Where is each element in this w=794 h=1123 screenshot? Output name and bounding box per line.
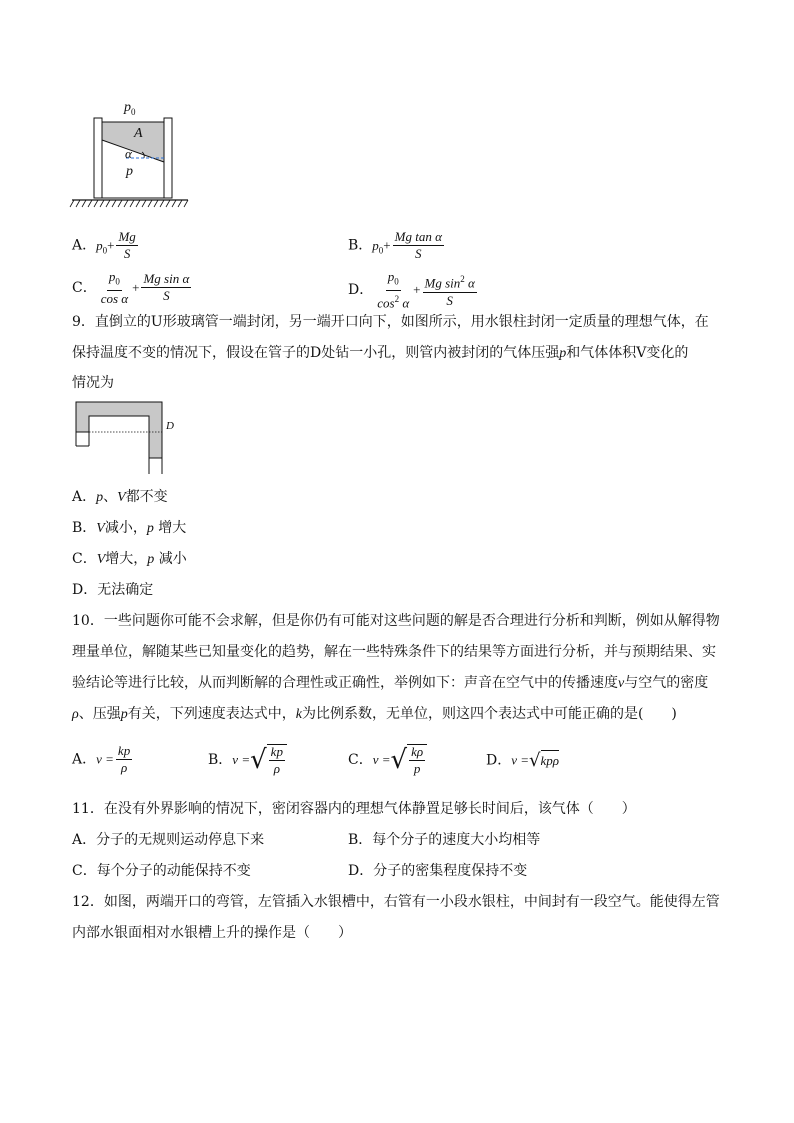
q11-option-a[interactable]: A．分子的无规则运动停息下来 [72,832,265,848]
q8-a-p0: $p_0$ [96,237,108,256]
plus: + [107,237,115,253]
q9-line-3: 情况为 [72,375,114,391]
q8-option-c[interactable] [72,270,193,306]
q10-line-2: 理量单位，解随某些已知量变化的趋势，解在一些特殊条件下的结果等方面进行分析，并与预期结果、实 [72,644,716,660]
q10-option-a[interactable] [72,744,134,775]
q8-d-fraction: $\frac{Mg \sin^2 \alpha}{S}$ [424,274,475,308]
option-label: C． [72,279,97,296]
option-label: D． [486,752,512,769]
q10-a-fraction: $\frac{kp}{\rho}$ [117,743,131,775]
q9-option-a[interactable]: A．p、V都不变 [72,489,168,505]
q8-option-b[interactable] [348,230,446,261]
q10-line-3: 验结论等进行比较，从而判断解的合理性或正确性，举例如下：声音在空气中的传播速度v与空气的密度 [72,675,709,691]
figure-cylinder-piston [66,100,196,212]
q11-stem: 11．在没有外界影响的情况下，密闭容器内的理想气体静置足够长时间后，该气体（ ） [72,801,636,817]
label-A: A [134,126,143,141]
q10-option-b[interactable] [208,744,287,776]
q10-option-c[interactable] [348,744,427,776]
q8-a-fraction: $\frac{Mg}{S}$ [118,229,136,261]
option-label: C． [348,752,373,768]
q10-d-sqrt: √ kpρ [529,749,560,771]
q8-d-first-fraction: $\frac{p_0}{\cos^2 \alpha}$ [377,269,410,310]
label-alpha: α [125,146,132,161]
plus: + [383,237,391,253]
q11-option-d[interactable]: D．分子的密集程度保持不变 [348,863,528,879]
q10-c-sqrt: √ $\frac{k\rho}{p}$ [391,744,428,776]
figure-u-tube [72,400,182,476]
q8-c-fraction: $\frac{\text{Mg sin α}}{S}$ [143,271,190,304]
q9-option-b[interactable]: B．V减小，p 增大 [72,520,187,536]
q8-option-a[interactable] [72,230,140,261]
v-equals: v = [232,752,251,767]
q11-option-b[interactable]: B．每个分子的速度大小均相等 [348,832,541,848]
label-D: D [166,420,174,432]
q8-option-d[interactable] [348,270,479,310]
q12-line-2: 内部水银面相对水银槽上升的操作是（ ） [72,925,352,941]
q11-option-c[interactable]: C．每个分子的动能保持不变 [72,863,251,879]
label-p: p [126,164,133,179]
q9-line-1: 9．直倒立的U形玻璃管一端封闭，另一端开口向下，如图所示，用水银柱封闭一定质量的理想气体，在 [72,314,709,330]
q9-option-c[interactable]: C．V增大，p 减小 [72,551,187,567]
plus: + [132,279,140,295]
option-label: A． [72,237,97,254]
q9-option-d[interactable]: D．无法确定 [72,582,154,598]
v-equals: v = [96,751,114,767]
q8-c-first-fraction: $\frac{p_0}{\text{cos α}}$ [100,269,129,306]
plus: + [413,281,421,297]
q10-b-sqrt: √ $\frac{kp}{\rho}$ [250,744,287,776]
v-equals: v = [511,752,530,768]
q12-line-1: 12．如图，两端开口的弯管，左管插入水银槽中，右管有一小段水银柱，中间封有一段空气。能使得左管 [72,894,720,910]
q8-b-p0: $p_0$ [372,237,384,256]
u-tube-diagram [72,400,182,476]
q10-option-d[interactable] [486,750,559,771]
v-equals: v = [372,752,391,767]
option-label: A． [72,751,97,768]
option-label: B． [348,237,373,254]
q10-line-1: 10．一些问题你可能不会求解，但是你仍有可能对这些问题的解是否合理进行分析和判断，例如从解得物 [72,613,720,629]
label-p0: $p_0$ [124,100,136,117]
option-label: B． [208,752,233,768]
q9-line-2: 保持温度不变的情况下，假设在管子的D处钻一小孔，则管内被封闭的气体压强p和气体体积V变化的 [72,345,689,361]
option-label: D． [348,281,374,298]
q8-b-fraction: $\frac{\text{Mg tan α}}{S}$ [394,229,442,261]
q10-line-4: ρ、压强p有关，下列速度表达式中，k为比例系数，无单位，则这四个表达式中可能正确的是( ) [72,706,677,722]
